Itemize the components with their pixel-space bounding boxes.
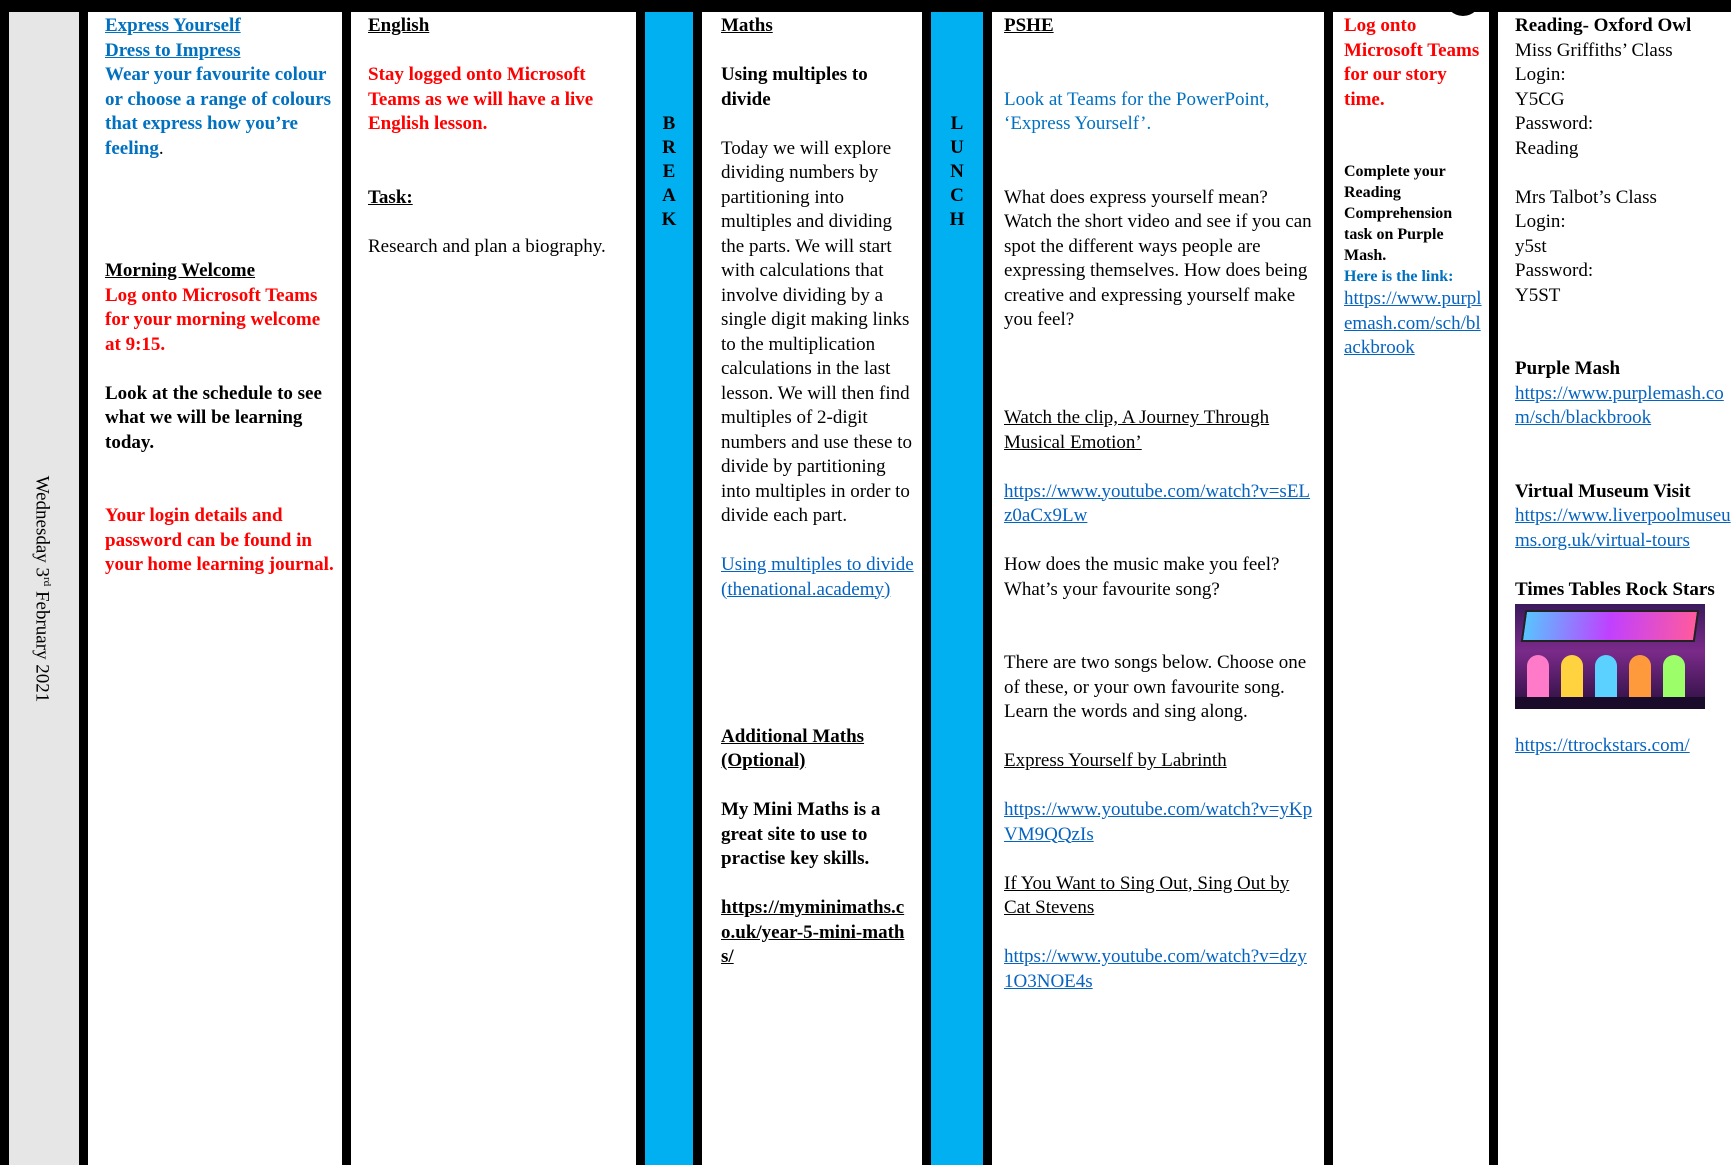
task-heading: Task: — [368, 186, 413, 208]
additional-maths-heading: Additional Maths (Optional) — [721, 725, 865, 771]
date-column — [0, 12, 88, 1165]
song2-link[interactable]: https://www.youtube.com/watch?v=dzy1O3NOE4s — [1004, 946, 1307, 992]
maths-body: Today we will explore dividing numbers by partitioning into multiples and dividing the parts. We will start with calculations that involve dividing by a single digit making links to the multiplication calculations in the last lesson. We will then find multiples of 2-digit numbers and use these to divide by partitioning into multiples in order to divide each part. — [721, 137, 913, 526]
purple-mash-resource-link[interactable]: https://www.purplemash.com/sch/blackbrook — [1515, 382, 1724, 428]
story-column — [1333, 12, 1498, 1165]
break-band — [645, 12, 702, 1165]
virtual-museum-link[interactable]: https://www.liverpoolmuseums.org.uk/virtual-tours — [1515, 505, 1731, 551]
music-question: How does the music make you feel? What’s your favourite song? — [1004, 554, 1280, 600]
morning-welcome-heading: Morning Welcome — [105, 260, 256, 281]
wear-instructions: Wear your favourite colour or choose a range of colours that express how you’re feeling. — [105, 64, 332, 159]
class2-login-label: Login: — [1515, 211, 1566, 232]
class1-name: Miss Griffiths’ Class — [1515, 39, 1673, 61]
dress-to-impress-title: Dress to Impress — [105, 39, 241, 61]
morning-welcome-text: Log onto Microsoft Teams for your morning welcome at 9:15. — [105, 284, 321, 355]
pshe-column — [992, 12, 1333, 1165]
clip-link[interactable]: https://www.youtube.com/watch?v=sELz0aCx9Lw — [1004, 480, 1311, 526]
here-is-link-label: Here is the link: — [1344, 268, 1454, 285]
song1-title: Express Yourself by Labrinth — [1004, 750, 1227, 771]
class1-login-label: Login: — [1515, 64, 1566, 85]
class2-login: y5st — [1515, 235, 1547, 257]
class1-password: Reading — [1515, 137, 1579, 159]
class1-login: Y5CG — [1515, 88, 1565, 110]
mini-maths-text: My Mini Maths is a great site to use to practise key skills. — [721, 799, 881, 869]
english-column — [351, 12, 645, 1165]
class2-password-label: Password: — [1515, 260, 1594, 281]
mini-maths-link[interactable]: https://myminimaths.co.uk/year-5-mini-maths/ — [721, 897, 905, 967]
ttrs-link[interactable]: https://ttrockstars.com/ — [1515, 734, 1690, 756]
express-yourself-title: Express Yourself — [105, 15, 241, 36]
purple-mash-link[interactable]: https://www.purplemash.com/sch/blackbrook — [1344, 288, 1482, 358]
class2-name: Mrs Talbot’s Class — [1515, 186, 1657, 208]
resources-column — [1498, 12, 1731, 1165]
ttrs-heading: Times Tables Rock Stars — [1515, 578, 1715, 600]
pshe-question: What does express yourself mean? Watch the short video and see if you can spot the different ways people are expressing themselves. How does being creative and expressing yourself make you feel? — [1004, 186, 1312, 330]
story-teams-text: Log onto Microsoft Teams for our story time. — [1344, 15, 1480, 110]
sing-along-text: Learn the words and sing along. — [1004, 701, 1248, 722]
song2-title: If You Want to Sing Out, Sing Out by Cat Stevens — [1004, 872, 1290, 918]
class2-password: Y5ST — [1515, 284, 1561, 306]
login-details-text: Your login details and password can be found in your home learning journal. — [105, 505, 334, 575]
maths-column — [702, 12, 931, 1165]
english-teams-text: Stay logged onto Microsoft Teams as we will have a live English lesson. — [368, 64, 594, 134]
song1-link[interactable]: https://www.youtube.com/watch?v=yKpVM9QQzIs — [1004, 799, 1313, 845]
maths-heading: Maths — [721, 15, 773, 36]
morning-column — [88, 12, 351, 1165]
purple-mash-heading: Purple Mash — [1515, 358, 1621, 379]
pshe-heading: PSHE — [1004, 15, 1054, 36]
songs-intro: There are two songs below. Choose one of these, or your own favourite song. — [1004, 652, 1307, 698]
english-heading: English — [368, 15, 430, 36]
virtual-museum-heading: Virtual Museum Visit — [1515, 480, 1691, 502]
lunch-label: L U N C H — [949, 113, 965, 230]
ttrs-logo-image — [1515, 604, 1705, 709]
schedule-text: Look at the schedule to see what we will be learning today. — [105, 382, 322, 453]
task-text: Research and plan a biography. — [368, 235, 606, 257]
date-label: Wednesday 3rd February 2021 — [31, 475, 53, 702]
oxford-owl-heading: Reading- Oxford Owl — [1515, 15, 1692, 36]
lunch-band — [931, 12, 992, 1165]
reading-comprehension-text: Complete your Reading Comprehension task on Purple Mash. — [1344, 163, 1453, 264]
maths-lesson-link[interactable]: Using multiples to divide (thenational.academy) — [721, 554, 914, 600]
break-label: B R E A K — [661, 113, 677, 230]
clip-title: Watch the clip, A Journey Through Musical Emotion’ — [1004, 407, 1270, 453]
maths-subtitle: Using multiples to divide — [721, 64, 868, 110]
class1-password-label: Password: — [1515, 113, 1594, 134]
pshe-teams-text: Look at Teams for the PowerPoint, ‘Express Yourself’. — [1004, 88, 1270, 134]
